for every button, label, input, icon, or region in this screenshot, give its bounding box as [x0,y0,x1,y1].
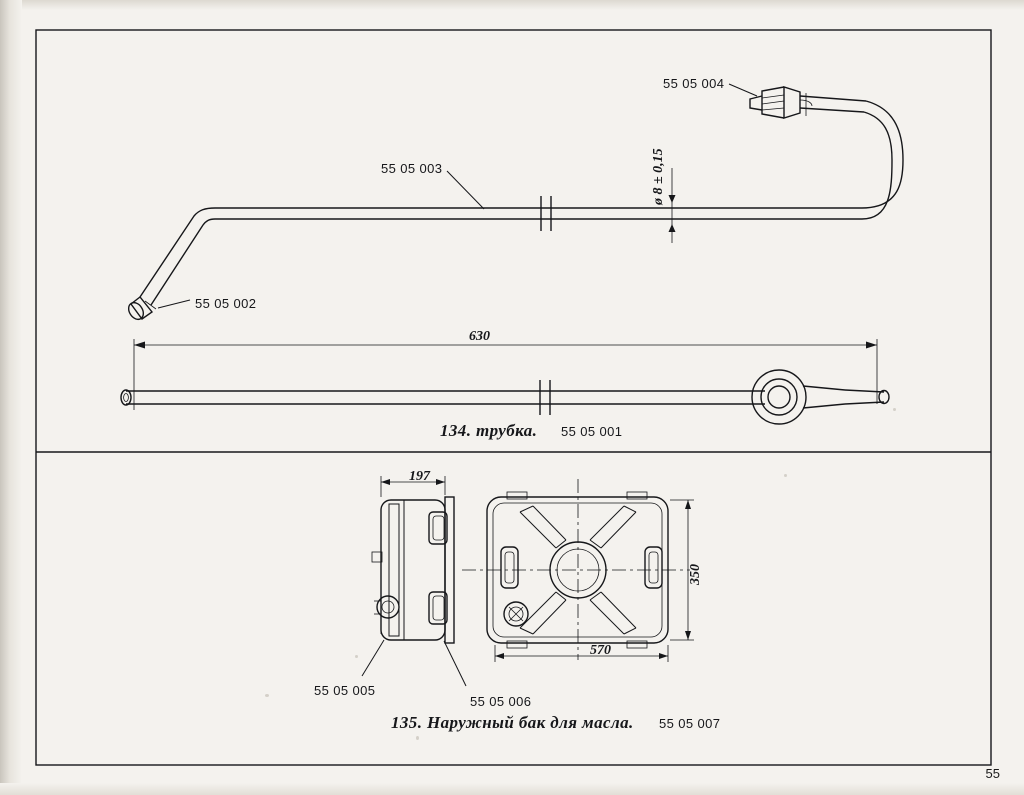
callout-55-05-004: 55 05 004 [663,76,725,91]
dimension-label-350: 350 [688,564,703,585]
callout-55-05-002: 55 05 002 [195,296,257,311]
callout-55-05-003: 55 05 003 [381,161,443,176]
figure-134-part-number: 55 05 001 [561,424,623,439]
dimension-label-630: 630 [469,329,490,344]
dimension-570 [495,645,668,662]
dimension-label-diameter: ø 8 ± 0,15 [651,148,666,205]
dimension-label-197: 197 [409,469,430,484]
page-number: 55 [985,766,1000,781]
paper-speck [784,474,787,477]
paper-speck [265,694,269,697]
leader-55-05-005 [362,640,384,676]
figure-134-tube-bent-view [126,84,903,322]
figure-135-caption: 135. Наружный бак для масла. [391,713,634,732]
callout-55-05-006: 55 05 006 [470,694,532,709]
paper-speck [355,655,358,658]
figure-134-caption: 134. трубка. [440,421,538,440]
leader-55-05-006 [444,641,466,686]
leader-55-05-003 [447,171,484,209]
dimension-label-570: 570 [590,643,611,658]
overall-length-dimension [134,339,877,410]
figure-135-oil-tank [362,476,694,686]
figure-135-part-number: 55 05 007 [659,716,721,731]
paper-speck [416,736,419,740]
tank-side-view [372,497,454,643]
banjo-eyelet [752,370,889,424]
paper-speck [893,408,896,411]
tank-front-view [462,479,690,660]
figure-134-tube-straight-view [121,339,889,424]
union-nut-fitting [750,87,812,118]
callout-55-05-005: 55 05 005 [314,683,376,698]
diameter-dimension [669,168,676,243]
leader-55-05-004 [729,84,757,96]
sheet-border [36,30,991,765]
leader-55-05-002 [158,300,190,308]
